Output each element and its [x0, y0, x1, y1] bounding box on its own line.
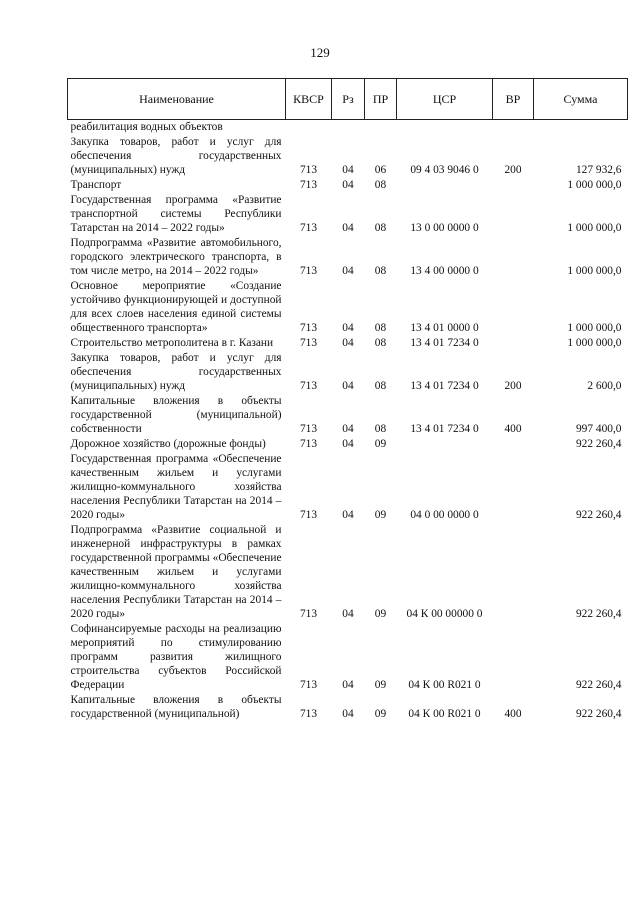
table-row [68, 622, 628, 693]
cell-rz: 04 [342, 322, 354, 334]
table-row [68, 351, 628, 394]
cell-pr: 08 [374, 423, 387, 435]
header-kvsr: КВСР [286, 79, 332, 120]
cell-csr: 13 0 00 0000 0 [410, 222, 479, 234]
cell-vr [493, 622, 534, 693]
cell-kvsr: 713 [299, 337, 318, 349]
cell-vr [493, 178, 534, 193]
table-row [68, 178, 628, 193]
cell-pr: 09 [374, 509, 387, 521]
cell-pr: 08 [374, 337, 387, 349]
cell-sum: 922 260,4 [575, 608, 622, 620]
page-number: 129 [310, 45, 330, 60]
cell-rz: 04 [342, 179, 354, 191]
table-row [68, 336, 628, 351]
cell-pr: 08 [374, 380, 387, 392]
cell-rz: 04 [342, 438, 354, 450]
cell-pr: 09 [374, 708, 387, 720]
cell-kvsr: 713 [299, 509, 318, 521]
cell-sum: 922 260,4 [575, 509, 622, 521]
table-header [68, 79, 628, 120]
cell-csr: 04 К 00 R021 0 [408, 708, 481, 720]
cell-sum [534, 120, 628, 136]
header-name: Наименование [68, 79, 286, 120]
cell-kvsr [286, 120, 332, 136]
cell-sum: 1 000 000,0 [567, 222, 622, 234]
cell-sum: 127 932,6 [575, 164, 622, 176]
cell-vr [493, 120, 534, 136]
cell-name: Транспорт [70, 179, 122, 191]
cell-sum: 922 260,4 [575, 438, 622, 450]
cell-rz: 04 [342, 337, 354, 349]
cell-kvsr: 713 [299, 708, 318, 720]
cell-sum: 2 600,0 [587, 380, 622, 392]
cell-rz: 04 [342, 380, 354, 392]
cell-rz: 04 [342, 222, 354, 234]
cell-kvsr: 713 [299, 179, 318, 191]
table-row [68, 236, 628, 279]
cell-name: реабилитация водных объектов [70, 121, 223, 133]
cell-vr [493, 452, 534, 523]
cell-rz: 04 [342, 164, 354, 176]
cell-vr: 200 [504, 380, 522, 392]
cell-vr [493, 523, 534, 622]
cell-sum: 997 400,0 [575, 423, 622, 435]
cell-vr: 400 [504, 423, 522, 435]
cell-name: Капитальные вложения в объекты государственной (муниципальной) собственности [70, 395, 282, 435]
cell-csr [397, 178, 493, 193]
cell-pr [365, 120, 397, 136]
cell-rz: 04 [342, 265, 354, 277]
cell-name: Государственная программа «Обеспечение качественным жильем и услугами жилищно-коммунального хозяйства населения Республики Татарстан на 2014 – 2020 годы» [70, 453, 282, 521]
cell-rz: 04 [342, 708, 354, 720]
table-row [68, 394, 628, 437]
cell-csr: 04 0 00 0000 0 [410, 509, 479, 521]
cell-kvsr: 713 [299, 380, 318, 392]
table-row [68, 279, 628, 336]
cell-csr: 13 4 00 0000 0 [410, 265, 479, 277]
cell-csr: 09 4 03 9046 0 [410, 164, 479, 176]
table-row [68, 193, 628, 236]
cell-name: Подпрограмма «Развитие автомобильного, городского электрического транспорта, в том числе метро, на 2014 – 2022 годы» [70, 237, 282, 277]
cell-rz: 04 [342, 423, 354, 435]
cell-name: Строительство метрополитена в г. Казани [70, 337, 274, 349]
cell-kvsr: 713 [299, 322, 318, 334]
cell-name: Капитальные вложения в объекты государственной (муниципальной) [70, 694, 282, 720]
cell-pr: 09 [374, 438, 387, 450]
cell-rz: 04 [342, 509, 354, 521]
cell-csr [397, 120, 493, 136]
cell-pr: 08 [374, 222, 387, 234]
cell-sum: 1 000 000,0 [567, 337, 622, 349]
header-pr: ПР [365, 79, 397, 120]
header-sum: Сумма [534, 79, 628, 120]
table-row [68, 452, 628, 523]
table-row [68, 523, 628, 622]
header-vr: ВР [493, 79, 534, 120]
header-csr: ЦСР [397, 79, 493, 120]
header-rz: Рз [332, 79, 365, 120]
cell-vr: 200 [504, 164, 522, 176]
cell-rz: 04 [342, 679, 354, 691]
cell-pr: 08 [374, 265, 387, 277]
cell-pr: 09 [374, 608, 387, 620]
cell-name: Дорожное хозяйство (дорожные фонды) [70, 438, 266, 450]
cell-vr [493, 236, 534, 279]
cell-name: Закупка товаров, работ и услуг для обеспечения государственных (муниципальных) нужд [70, 352, 282, 392]
cell-name: Государственная программа «Развитие транспортной системы Республики Татарстан на 2014 – 2022 годы» [70, 194, 282, 234]
cell-sum: 1 000 000,0 [567, 265, 622, 277]
cell-vr [493, 279, 534, 336]
table-row [68, 693, 628, 722]
cell-vr [493, 193, 534, 236]
cell-kvsr: 713 [299, 265, 318, 277]
cell-pr: 06 [374, 164, 387, 176]
table-row [68, 120, 628, 136]
cell-kvsr: 713 [299, 608, 318, 620]
cell-csr [397, 437, 493, 452]
table-row [68, 437, 628, 452]
table-body [68, 120, 628, 723]
cell-vr: 400 [504, 708, 522, 720]
cell-sum: 922 260,4 [575, 708, 622, 720]
cell-pr: 08 [374, 179, 387, 191]
cell-csr: 13 4 01 7234 0 [410, 423, 479, 435]
cell-pr: 08 [374, 322, 387, 334]
cell-kvsr: 713 [299, 438, 318, 450]
cell-name: Подпрограмма «Развитие социальной и инженерной инфраструктуры в рамках государственной программы «Обеспечение качественным жильем и услугами жилищно-коммунального хозяйства населения Республики Татарстан на 2014 – 2020 годы» [70, 524, 282, 620]
cell-sum: 1 000 000,0 [567, 322, 622, 334]
cell-sum: 1 000 000,0 [567, 179, 622, 191]
cell-kvsr: 713 [299, 164, 318, 176]
cell-kvsr: 713 [299, 679, 318, 691]
cell-rz [332, 120, 365, 136]
cell-kvsr: 713 [299, 423, 318, 435]
cell-name: Софинансируемые расходы на реализацию мероприятий по стимулированию программ развития жилищного строительства субъектов Российской Федерации [70, 623, 282, 691]
cell-csr: 13 4 01 0000 0 [410, 322, 479, 334]
cell-pr: 09 [374, 679, 387, 691]
cell-csr: 13 4 01 7234 0 [410, 337, 479, 349]
cell-vr [493, 437, 534, 452]
budget-table [67, 78, 628, 722]
cell-csr: 04 К 00 R021 0 [408, 679, 481, 691]
cell-csr: 04 К 00 00000 0 [406, 608, 483, 620]
cell-kvsr: 713 [299, 222, 318, 234]
cell-csr: 13 4 01 7234 0 [410, 380, 479, 392]
cell-name: Закупка товаров, работ и услуг для обеспечения государственных (муниципальных) нужд [70, 136, 282, 176]
cell-name: Основное мероприятие «Создание устойчиво функционирующей и доступной для всех слоев населения единой системы общественного транспорта» [70, 280, 282, 334]
cell-rz: 04 [342, 608, 354, 620]
table-row [68, 135, 628, 178]
cell-vr [493, 336, 534, 351]
cell-sum: 922 260,4 [575, 679, 622, 691]
